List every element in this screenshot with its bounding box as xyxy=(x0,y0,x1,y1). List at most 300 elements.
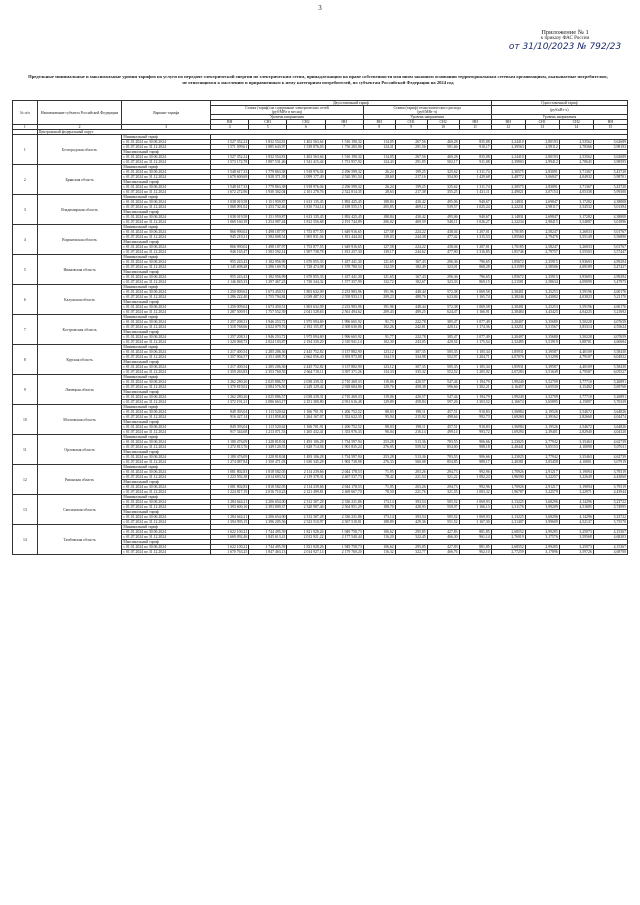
value-cell: 1,85931 xyxy=(491,350,525,355)
value-cell: 2 928 684,86 xyxy=(325,385,363,390)
value-cell: 88,03 xyxy=(363,410,395,415)
value-cell: 2,68552 xyxy=(491,530,525,535)
value-cell: 489,25 xyxy=(395,310,427,315)
value-cell: 123,12 xyxy=(363,350,395,355)
value-cell: 2,80193 xyxy=(525,155,559,160)
value-cell: 469,12 xyxy=(395,205,427,210)
value-cell: 129,76 xyxy=(363,385,395,390)
value-cell: 1 316,85 xyxy=(459,250,491,255)
value-cell: 139,03 xyxy=(363,235,395,240)
value-cell: 1 357 904,57 xyxy=(211,355,249,360)
value-cell: 1 206 752,52 xyxy=(325,425,363,430)
value-cell: 26,24 xyxy=(363,170,395,175)
value-cell: 4,43944 xyxy=(593,490,627,495)
header-level: СН1 xyxy=(525,120,559,125)
value-cell: 217,16 xyxy=(395,175,427,180)
value-cell: 3,93693 xyxy=(559,275,593,280)
value-cell: 4,38808 xyxy=(593,200,627,205)
value-cell: 5,26891 xyxy=(593,380,627,385)
region-name: Белгородская область xyxy=(37,135,122,165)
header-num: № п/п xyxy=(13,101,38,125)
tariff-type-label: Максимальный тариф xyxy=(122,300,211,305)
value-cell: 2,32485 xyxy=(491,340,525,345)
header-col-number: 14 xyxy=(559,125,593,130)
period-label: с 01.01.2024 по 30.06.2024 xyxy=(122,170,211,175)
value-cell: 4,62739 xyxy=(593,440,627,445)
value-cell: 1 930 302,04 xyxy=(249,190,287,195)
value-cell: 2,38246 xyxy=(491,295,525,300)
value-cell: 540,11 xyxy=(427,220,459,225)
header-level: ВН xyxy=(363,120,395,125)
value-cell: 1 038 019,58 xyxy=(211,200,249,205)
value-cell: 1 821 928,26 xyxy=(287,545,325,550)
value-cell: 5,23722 xyxy=(593,515,627,520)
value-cell: 3,65895 xyxy=(525,400,559,405)
tariff-type-label: Максимальный тариф xyxy=(122,450,211,455)
value-cell: 2 308 630,86 xyxy=(325,325,363,330)
period-label: с 01.07.2024 по 31.12.2024 xyxy=(122,325,211,330)
value-cell: 1 353 976,33 xyxy=(325,430,363,435)
value-cell: 429,36 xyxy=(395,520,427,525)
value-cell: 167,43 xyxy=(395,275,427,280)
period-label: с 01.07.2024 по 31.12.2024 xyxy=(122,160,211,165)
value-cell: 466,76 xyxy=(427,550,459,555)
document-title: Предельные минимальные и максимальные уровни тарифов на услуги по передаче электрической энергии по электрическим сетям, принадлежащим на праве собственности или ином законном основании территориальным сетевым организациям, оказываемые потребителям, не относящимся к населению и приравненным к нему категориям потребителей, по субъектам Российской Федерации на 2024 год xyxy=(28,74,608,86)
value-cell: 2 044 178,53 xyxy=(325,485,363,490)
value-cell: 2 119 378,31 xyxy=(287,475,325,480)
value-cell: 2,23025 xyxy=(491,455,525,460)
value-cell: 3,52709 xyxy=(525,380,559,385)
value-cell: 127,58 xyxy=(363,245,395,250)
region-num: 9 xyxy=(13,375,38,405)
value-cell: 2,54672 xyxy=(559,410,593,415)
value-cell: 1 077,49 xyxy=(459,335,491,340)
value-cell: 2,16457 xyxy=(491,385,525,390)
value-cell: 3,62689 xyxy=(593,155,627,160)
value-cell: 124,43 xyxy=(363,160,395,165)
value-cell: 325,62 xyxy=(427,185,459,190)
value-cell: 4,79587 xyxy=(559,370,593,375)
value-cell: 466,30 xyxy=(427,535,459,540)
value-cell: 2 710 269,33 xyxy=(325,380,363,385)
value-cell: 2,53562 xyxy=(559,155,593,160)
tariff-type-label: Максимальный тариф xyxy=(122,330,211,335)
value-cell: 1 311,74 xyxy=(459,170,491,175)
value-cell: 1,85672 xyxy=(491,275,525,280)
period-label: с 01.07.2024 по 31.12.2024 xyxy=(122,310,211,315)
value-cell: 267,56 xyxy=(395,155,427,160)
value-cell: 4,62739 xyxy=(593,455,627,460)
value-cell: 1 975 094,69 xyxy=(287,335,325,340)
value-cell: 1 996 665,92 xyxy=(325,320,363,325)
value-cell: 322,77 xyxy=(395,550,427,555)
value-cell: 477,90 xyxy=(427,250,459,255)
value-cell: 26,24 xyxy=(363,185,395,190)
value-cell: 2,07076 xyxy=(491,355,525,360)
value-cell: 3,51567 xyxy=(525,325,559,330)
value-cell: 2 194 330,20 xyxy=(287,340,325,345)
value-cell: 4,10090 xyxy=(559,445,593,450)
value-cell: 1 498 187,97 xyxy=(249,230,287,235)
value-cell: 3,19094 xyxy=(559,485,593,490)
value-cell: 222,78 xyxy=(395,335,427,340)
value-cell: 3,07154 xyxy=(525,190,559,195)
value-cell: 469,59 xyxy=(395,220,427,225)
value-cell: 1 207,01 xyxy=(459,245,491,250)
region-num: 11 xyxy=(13,435,38,465)
value-cell: 2,35915 xyxy=(525,260,559,265)
value-cell: 2 662 056,40 xyxy=(287,355,325,360)
value-cell: 1 779 863,38 xyxy=(249,185,287,190)
value-cell: 1 217 400,54 xyxy=(211,350,249,355)
value-cell: 3,59568 xyxy=(559,535,593,540)
value-cell: 992,96 xyxy=(459,470,491,475)
value-cell: 2,30401 xyxy=(491,290,525,295)
value-cell: 460,28 xyxy=(427,155,459,160)
header-col-number: 8 xyxy=(363,125,395,130)
value-cell: 2 336 231,86 xyxy=(325,500,363,505)
period-label: с 01.07.2024 по 31.12.2024 xyxy=(122,445,211,450)
value-cell: 559,52 xyxy=(395,445,427,450)
value-cell: 5,01767 xyxy=(593,245,627,250)
value-cell: 438,04 xyxy=(427,230,459,235)
value-cell: 1 810 734,14 xyxy=(287,205,325,210)
value-cell: 2 522 814,35 xyxy=(325,190,363,195)
appendix-title: Приложение № 1 xyxy=(541,29,589,36)
value-cell: 5,58430 xyxy=(593,350,627,355)
value-cell: 203,26 xyxy=(395,485,427,490)
value-cell: 2,49021 xyxy=(491,190,525,195)
value-cell: 2 445 752,82 xyxy=(287,350,325,355)
period-label: с 01.01.2024 по 30.06.2024 xyxy=(122,155,211,160)
value-cell: 448,44 xyxy=(395,305,427,310)
value-cell: 291,56 xyxy=(395,145,427,150)
period-label: с 01.07.2024 по 31.12.2024 xyxy=(122,535,211,540)
value-cell: 4,04320 xyxy=(593,430,627,435)
value-cell: 1 571 599,61 xyxy=(211,145,249,150)
region-name: Смоленская область xyxy=(37,495,122,525)
tariff-type-label: Максимальный тариф xyxy=(122,360,211,365)
value-cell: 1 166 701,91 xyxy=(287,410,325,415)
value-cell: 906,66 xyxy=(459,455,491,460)
tariff-type-label: Максимальный тариф xyxy=(122,510,211,515)
value-cell: 1 670 055,33 xyxy=(287,260,325,265)
value-cell: 1 803 632,09 xyxy=(287,290,325,295)
header-two-part: Двухставочный тариф xyxy=(211,101,492,106)
value-cell: 1 250 009,62 xyxy=(211,305,249,310)
value-cell: 296,36 xyxy=(427,260,459,265)
header-col-number: 2 xyxy=(37,125,122,130)
value-cell: 2,83091 xyxy=(525,185,559,190)
value-cell: 1 885 643,97 xyxy=(249,145,287,150)
value-cell: 2 445 752,82 xyxy=(287,365,325,370)
header-col-number: 4 xyxy=(211,125,249,130)
period-label: с 01.07.2024 по 31.12.2024 xyxy=(122,430,211,435)
value-cell: 191,96 xyxy=(363,305,395,310)
value-cell: 253,28 xyxy=(363,455,395,460)
value-cell: 188,84 xyxy=(363,215,395,220)
value-cell: 3,25253 xyxy=(525,290,559,295)
value-cell: 3,77710 xyxy=(559,395,593,400)
value-cell: 1 431,11 xyxy=(459,190,491,195)
value-cell: 1 207,01 xyxy=(459,230,491,235)
value-cell: 1 224 817,19 xyxy=(211,490,249,495)
value-cell: 2 121 499,81 xyxy=(287,490,325,495)
value-cell: 3,35680 xyxy=(525,335,559,340)
table-header xyxy=(13,101,628,130)
value-cell: 1 166,13 xyxy=(459,505,491,510)
value-cell: 1,85931 xyxy=(491,365,525,370)
value-cell: 3,25253 xyxy=(525,305,559,310)
region-num: 4 xyxy=(13,225,38,255)
value-cell: 4,52137 xyxy=(559,520,593,525)
value-cell: 3,35680 xyxy=(525,320,559,325)
header-level: СН2 xyxy=(559,120,593,125)
value-cell: 505,52 xyxy=(427,515,459,520)
value-cell: 4,40109 xyxy=(559,350,593,355)
tariff-type-label: Максимальный тариф xyxy=(122,180,211,185)
value-cell: 1 228 818,04 xyxy=(249,455,287,460)
value-cell: 2 310 941,14 xyxy=(325,340,363,345)
value-cell: 1 083,32 xyxy=(459,490,491,495)
value-cell: 1 204,71 xyxy=(459,355,491,360)
value-cell: 129,89 xyxy=(363,400,395,405)
value-cell: 4,15367 xyxy=(593,545,627,550)
value-cell: 2,99412 xyxy=(525,160,559,165)
period-label: с 01.01.2024 по 30.06.2024 xyxy=(122,290,211,295)
value-cell: 209,43 xyxy=(363,310,395,315)
value-cell: 1 832 554,81 xyxy=(249,155,287,160)
value-cell: 1,70926 xyxy=(491,470,525,475)
value-cell: 2 101 278,76 xyxy=(287,190,325,195)
value-cell: 547,44 xyxy=(427,380,459,385)
value-cell: 835,08 xyxy=(459,140,491,145)
value-cell: 4,55624 xyxy=(593,325,627,330)
value-cell: 4,79107 xyxy=(559,355,593,360)
header-col-number: 6 xyxy=(287,125,325,130)
value-cell: 2 114 239,66 xyxy=(287,470,325,475)
value-cell: 296,36 xyxy=(427,275,459,280)
value-cell: 2,69847 xyxy=(525,200,559,205)
value-cell: 1 744 495,59 xyxy=(249,530,287,535)
value-cell: 244,62 xyxy=(395,250,427,255)
value-cell: 1 182 956,99 xyxy=(249,275,287,280)
period-label: с 01.07.2024 по 31.12.2024 xyxy=(122,550,211,555)
value-cell: 596,66 xyxy=(427,385,459,390)
value-cell: 5,70339 xyxy=(593,400,627,405)
value-cell: 513,36 xyxy=(395,440,427,445)
district-row: Центральный федеральный округ xyxy=(37,130,627,135)
value-cell: 1 217 400,54 xyxy=(211,365,249,370)
value-cell: 134,33 xyxy=(363,370,395,375)
value-cell: 428,93 xyxy=(395,505,427,510)
period-label: с 01.07.2024 по 31.12.2024 xyxy=(122,340,211,345)
value-cell: 2,77942 xyxy=(525,455,559,460)
value-cell: 173,14 xyxy=(363,500,395,505)
value-cell: 1 437 441,30 xyxy=(325,260,363,265)
value-cell: 5,69768 xyxy=(593,385,627,390)
value-cell: 3,43082 xyxy=(525,295,559,300)
value-cell: 3,25973 xyxy=(559,530,593,535)
value-cell: 1 166,91 xyxy=(459,310,491,315)
value-cell: 1 903 738,98 xyxy=(325,460,363,465)
value-cell: 460,28 xyxy=(427,140,459,145)
value-cell: 3,17576 xyxy=(525,535,559,540)
value-cell: 1 145 698,48 xyxy=(211,265,249,270)
value-cell: 1 744 495,59 xyxy=(249,545,287,550)
value-cell: 3,22579 xyxy=(525,490,559,495)
value-cell: 2 044 178,53 xyxy=(325,470,363,475)
period-label: с 01.01.2024 по 30.06.2024 xyxy=(122,470,211,475)
value-cell: 1 262 280,26 xyxy=(211,395,249,400)
value-cell: 1,85560 xyxy=(491,235,525,240)
value-cell: 1 673 450,51 xyxy=(249,305,287,310)
value-cell: 1 946 253,72 xyxy=(249,335,287,340)
value-cell: 2 561 494,62 xyxy=(325,310,363,315)
value-cell: 623,84 xyxy=(427,295,459,300)
value-cell: 1 081 802,83 xyxy=(211,485,249,490)
value-cell: 3,83314 xyxy=(559,325,593,330)
value-cell: 78,50 xyxy=(363,490,395,495)
value-cell: 2,91217 xyxy=(525,485,559,490)
header-level: ВН xyxy=(491,120,525,125)
value-cell: 1 211 858,40 xyxy=(249,415,287,420)
value-cell: 430,42 xyxy=(395,215,427,220)
value-cell: 1 949 758,73 xyxy=(325,530,363,535)
value-cell: 1 372 191,21 xyxy=(211,400,249,405)
value-cell: 1 813 257,30 xyxy=(325,250,363,255)
value-cell: 1 038 019,58 xyxy=(211,215,249,220)
region-name: Тамбовская область xyxy=(37,525,122,555)
value-cell: 3,68296 xyxy=(525,500,559,505)
value-cell: 2 558 933,13 xyxy=(325,295,363,300)
value-cell: 1 622 100,22 xyxy=(211,545,249,550)
value-cell: 1 630 345,28 xyxy=(287,460,325,465)
value-cell: 1 548 617,33 xyxy=(211,185,249,190)
value-cell: 393,54 xyxy=(395,500,427,505)
value-cell: 28,60 xyxy=(363,175,395,180)
value-cell: 3 393 973,88 xyxy=(325,355,363,360)
value-cell: 1 613 135,45 xyxy=(287,215,325,220)
value-cell: 182,49 xyxy=(395,265,427,270)
period-label: с 01.01.2024 по 30.06.2024 xyxy=(122,440,211,445)
value-cell: 1 081 802,83 xyxy=(211,470,249,475)
value-cell: 1 025,24 xyxy=(459,205,491,210)
value-cell: 96,04 xyxy=(363,430,395,435)
value-cell: 307,35 xyxy=(395,365,427,370)
value-cell: 505,35 xyxy=(427,350,459,355)
value-cell: 1 734 597,94 xyxy=(325,440,363,445)
value-cell: 1 349 120,55 xyxy=(249,445,287,450)
value-cell: 132,72 xyxy=(363,280,395,285)
value-cell: 1 402 563,64 xyxy=(287,140,325,145)
value-cell: 1 068 091,02 xyxy=(211,205,249,210)
header-level: НН xyxy=(325,120,363,125)
region-num: 2 xyxy=(13,165,38,195)
value-cell: 102,30 xyxy=(363,340,395,345)
value-cell: 1 174,36 xyxy=(459,325,491,330)
value-cell: 1 254 987,44 xyxy=(249,220,287,225)
value-cell: 2 179 760,20 xyxy=(325,550,363,555)
value-cell: 5,07611 xyxy=(593,445,627,450)
value-cell: 495,06 xyxy=(427,215,459,220)
value-cell: 1 297 467,23 xyxy=(249,280,287,285)
value-cell: 224,22 xyxy=(395,245,427,250)
value-cell: 3,59196 xyxy=(559,305,593,310)
value-cell: 2 285 206,36 xyxy=(249,350,287,355)
value-cell: 2,99285 xyxy=(525,545,559,550)
value-cell: 91,77 xyxy=(363,335,395,340)
period-label: с 01.01.2024 по 30.06.2024 xyxy=(122,455,211,460)
value-cell: 2,98117 xyxy=(525,205,559,210)
value-cell: 962,10 xyxy=(459,550,491,555)
value-cell: 5,21692 xyxy=(593,310,627,315)
value-cell: 552,97 xyxy=(427,355,459,360)
value-cell: 513,36 xyxy=(395,455,427,460)
period-label: с 01.07.2024 по 31.12.2024 xyxy=(122,475,211,480)
value-cell: 783,55 xyxy=(427,440,459,445)
value-cell: 2,19526 xyxy=(525,425,559,430)
value-cell: 992,96 xyxy=(459,485,491,490)
value-cell: 3,68296 xyxy=(525,515,559,520)
value-cell: 946 165,47 xyxy=(211,250,249,255)
value-cell: 5,75570 xyxy=(593,520,627,525)
value-cell: 1 493 106,28 xyxy=(287,440,325,445)
value-cell: 1 113 520,62 xyxy=(249,410,287,415)
value-cell: 1 311,74 xyxy=(459,185,491,190)
value-cell: 1 527 352,22 xyxy=(211,140,249,145)
value-cell: 420,57 xyxy=(395,380,427,385)
value-cell: 1 949 758,73 xyxy=(325,545,363,550)
table-body xyxy=(13,130,628,555)
value-cell: 3,71367 xyxy=(559,185,593,190)
value-cell: 276,05 xyxy=(363,445,395,450)
value-cell: 955 243,43 xyxy=(211,275,249,280)
value-cell: 1 350 471,03 xyxy=(249,460,287,465)
period-label: с 01.01.2024 по 30.06.2024 xyxy=(122,530,211,535)
value-cell: 4,07659 xyxy=(593,335,627,340)
value-cell: 5,98701 xyxy=(593,175,627,180)
appendix-date: от 31/10/2023 № 792/23 xyxy=(508,42,622,52)
header-col-number: 5 xyxy=(249,125,287,130)
value-cell: 3,22971 xyxy=(559,490,593,495)
header-col-number: 1 xyxy=(13,125,38,130)
value-cell: 2,40441 xyxy=(491,445,525,450)
value-cell: 116,20 xyxy=(363,535,395,540)
tariff-type-label: Максимальный тариф xyxy=(122,150,211,155)
value-cell: 222,78 xyxy=(395,320,427,325)
value-cell: 940,67 xyxy=(459,215,491,220)
value-cell: 1 628 714,94 xyxy=(287,445,325,450)
value-cell: 783,55 xyxy=(427,455,459,460)
value-cell: 2,58634 xyxy=(525,280,559,285)
value-cell: 2 312 307,28 xyxy=(287,500,325,505)
value-cell: 242,81 xyxy=(395,325,427,330)
value-cell: 276,33 xyxy=(363,460,395,465)
value-cell: 4,03823 xyxy=(559,295,593,300)
period-label: с 01.01.2024 по 30.06.2024 xyxy=(122,365,211,370)
value-cell: 3,64826 xyxy=(593,425,627,430)
period-label: с 01.01.2024 по 30.06.2024 xyxy=(122,275,211,280)
value-cell: 5,56890 xyxy=(593,235,627,240)
value-cell: 3,17282 xyxy=(559,215,593,220)
value-cell: 2,31599 xyxy=(491,265,525,270)
period-label: с 01.07.2024 по 31.12.2024 xyxy=(122,205,211,210)
value-cell: 2,69847 xyxy=(525,215,559,220)
value-cell: 2,14831 xyxy=(491,215,525,220)
value-cell: 2 664 718,11 xyxy=(287,370,325,375)
value-cell: 2,76919 xyxy=(491,535,525,540)
